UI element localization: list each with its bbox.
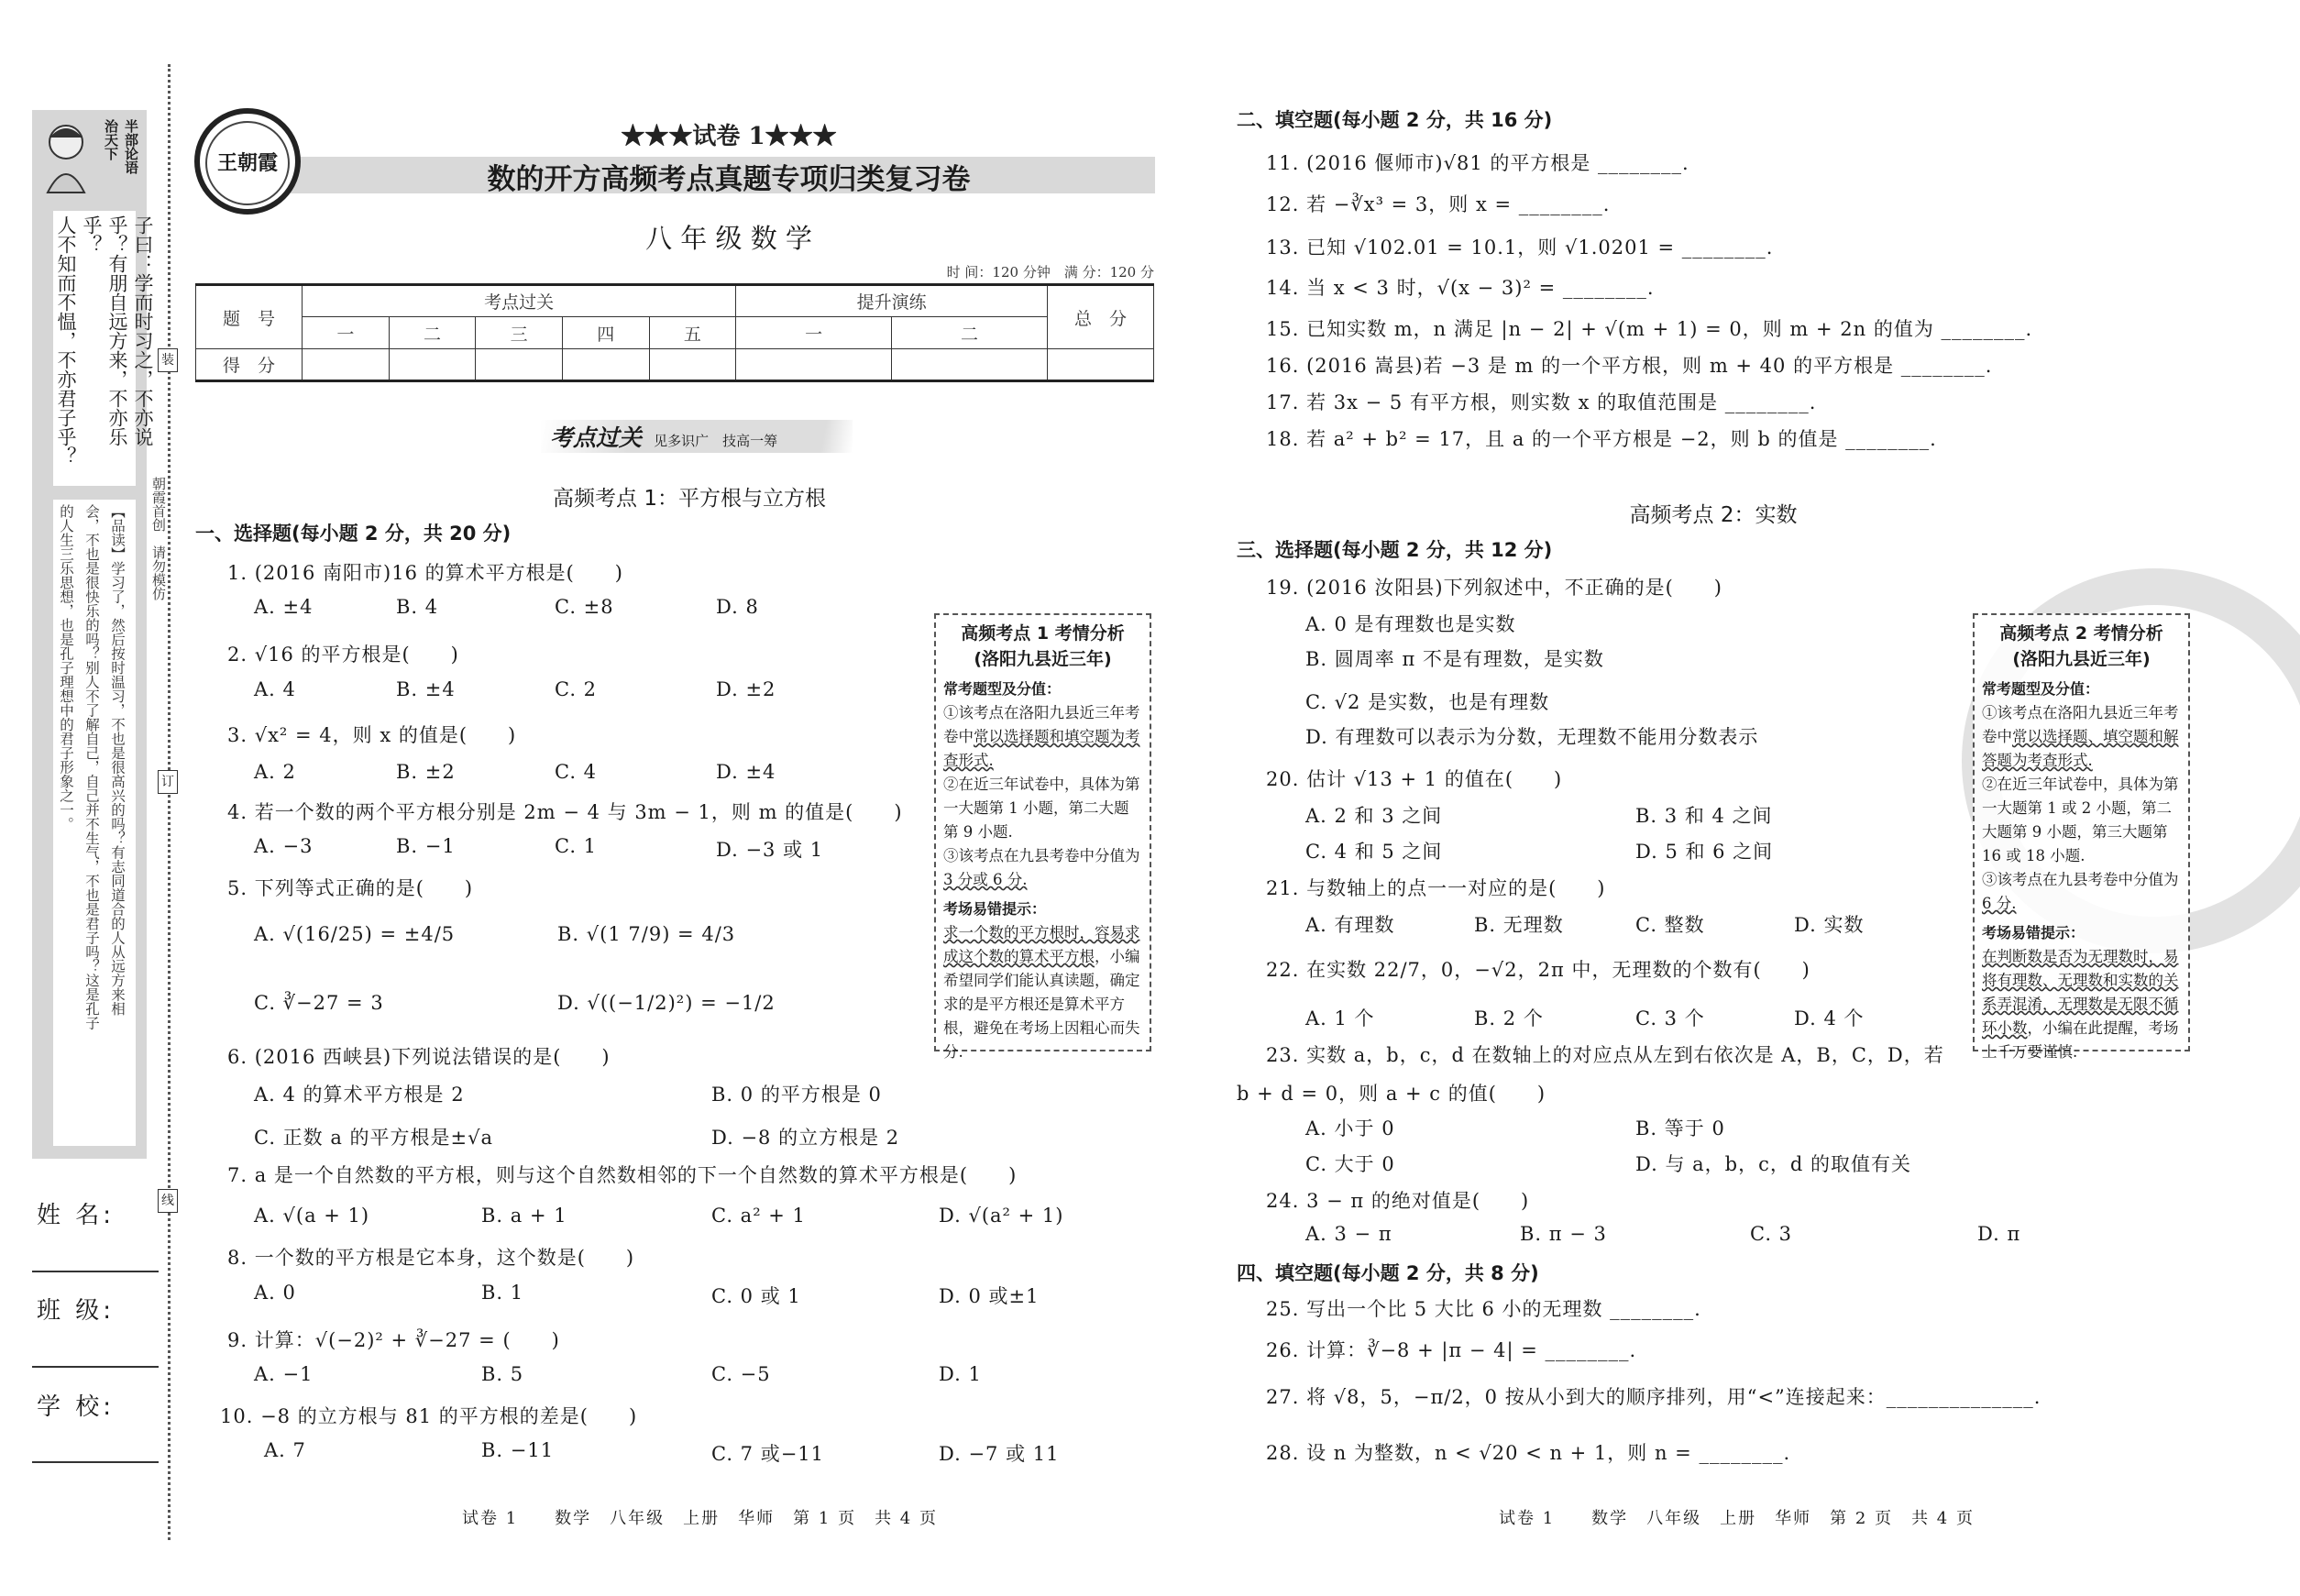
group-header: 提升演练 [736, 285, 1048, 317]
answer-option: C. 整数 [1635, 914, 1705, 936]
answer-option: A. −3 [254, 835, 314, 857]
section-heading: 一、选择题(每小题 2 分，共 20 分) [195, 523, 512, 545]
section-heading: 四、填空题(每小题 2 分，共 8 分) [1237, 1262, 1539, 1284]
answer-option: D. −3 或 1 [716, 839, 824, 861]
question-text: 26. 计算：∛−8 + |π − 4| = ________. [1266, 1339, 1637, 1361]
question-text: 8. 一个数的平方根是它本身，这个数是( ) [227, 1247, 635, 1269]
answer-option: D. √(a² + 1) [939, 1205, 1064, 1227]
col-label: 五 [649, 317, 736, 349]
answer-option: B. ±4 [396, 678, 456, 700]
answer-option: C. 3 个 [1635, 1007, 1705, 1029]
answer-option: B. 3 和 4 之间 [1635, 805, 1773, 827]
copyright-note: 朝霞首创 请勿模仿 [150, 477, 167, 600]
answer-option: A. 小于 0 [1305, 1117, 1395, 1139]
answer-option: D. π [1977, 1223, 2021, 1245]
answer-option: A. 0 是有理数也是实数 [1305, 613, 1516, 635]
page-footer: 试卷 1 数学 八年级 上册 华师 第 1 页 共 4 页 [462, 1509, 938, 1528]
question-text: 4. 若一个数的两个平方根分别是 2m − 4 与 3m − 1，则 m 的值是( ) [227, 801, 903, 823]
answer-option: C. 4 和 5 之间 [1305, 841, 1443, 863]
answer-option: A. 2 和 3 之间 [1305, 805, 1443, 827]
col-label: 二 [892, 317, 1048, 349]
answer-option: D. ±4 [716, 761, 776, 783]
answer-option: A. 0 [254, 1282, 296, 1304]
paper-title: 数的开方高频考点真题专项归类复习卷 [487, 163, 971, 196]
answer-option: A. 有理数 [1305, 914, 1395, 936]
question-text: 3. √x² = 4，则 x 的值是( ) [227, 724, 517, 746]
answer-option: A. 1 个 [1305, 1007, 1375, 1029]
question-text: 12. 若 −∛x³ = 3，则 x = ________. [1266, 193, 1611, 215]
question-text: 27. 将 √8，5，−π/2，0 按从小到大的顺序排列，用“<”连接起来：______________. [1266, 1386, 2041, 1408]
col-label: 二 [389, 317, 476, 349]
section-heading: 二、填空题(每小题 2 分，共 16 分) [1237, 109, 1553, 131]
score-cell[interactable] [389, 349, 476, 381]
binding-mark: 装 [158, 348, 178, 372]
score-table [195, 283, 1154, 382]
answer-option: D. 有理数可以表示为分数，无理数不能用分数表示 [1305, 726, 1759, 748]
answer-option: C. 7 或−11 [711, 1443, 825, 1465]
answer-option: A. ±4 [254, 596, 314, 618]
section-banner [541, 420, 853, 453]
answer-option: C. 正数 a 的平方根是±√a [254, 1127, 494, 1149]
confucius-illustration [39, 119, 94, 197]
total-header: 总 分 [1048, 285, 1154, 349]
answer-option: D. 1 [939, 1363, 982, 1385]
answer-option: B. 无理数 [1474, 914, 1564, 936]
score-cell[interactable] [736, 349, 892, 381]
school-field[interactable] [32, 1461, 159, 1463]
answer-option: B. π − 3 [1520, 1223, 1607, 1245]
answer-option: C. 1 [555, 835, 598, 857]
answer-option: C. 0 或 1 [711, 1285, 801, 1307]
brand-logo: 王朝霞 [194, 108, 301, 215]
answer-option: D. √((−1/2)²) = −1/2 [557, 992, 776, 1014]
question-text: 18. 若 a² + b² = 17，且 a 的一个平方根是 −2，则 b 的值是 ________. [1266, 428, 1937, 450]
col-label: 一 [736, 317, 892, 349]
answer-option: A. 7 [264, 1439, 306, 1461]
question-text: 11. (2016 偃师市)√81 的平方根是 ________. [1266, 152, 1689, 174]
answer-option: C. 3 [1750, 1223, 1793, 1245]
score-cell[interactable] [562, 349, 649, 381]
answer-option: A. √(16/25) = ±4/5 [254, 923, 456, 945]
question-text: 22. 在实数 22/7，0，−√2，2π 中，无理数的个数有( ) [1266, 959, 1810, 981]
answer-option: C. a² + 1 [711, 1205, 806, 1227]
question-text: 6. (2016 西峡县)下列说法错误的是( ) [227, 1046, 611, 1068]
binding-mark: 订 [158, 770, 178, 794]
question-text: 13. 已知 √102.01 = 10.1，则 √1.0201 = ________. [1266, 237, 1774, 259]
answer-option: C. √2 是实数，也是有理数 [1305, 691, 1550, 713]
score-cell[interactable] [476, 349, 563, 381]
col-header: 题 号 [196, 285, 303, 349]
question-text: 15. 已知实数 m，n 满足 |n − 2| + √(m + 1) = 0，则 m + 2n 的值为 ________. [1266, 318, 2033, 340]
binding-line [168, 64, 171, 1540]
answer-option: D. 4 个 [1794, 1007, 1865, 1029]
name-label: 姓 名: [37, 1202, 116, 1229]
question-text: 24. 3 − π 的绝对值是( ) [1266, 1190, 1530, 1212]
answer-option: B. 5 [481, 1363, 524, 1385]
question-text: 23. 实数 a，b，c，d 在数轴上的对应点从左到右依次是 A，B，C，D，若 [1266, 1044, 1944, 1066]
question-text: 1. (2016 南阳市)16 的算术平方根是( ) [227, 562, 623, 584]
page-footer: 试卷 1 数学 八年级 上册 华师 第 2 页 共 4 页 [1499, 1509, 1975, 1528]
answer-option: A. 4 的算术平方根是 2 [254, 1084, 465, 1106]
group-header: 考点过关 [303, 285, 736, 317]
row-label: 得 分 [196, 349, 303, 381]
question-text: 20. 估计 √13 + 1 的值在( ) [1266, 768, 1563, 790]
answer-option: D. 实数 [1794, 914, 1865, 936]
answer-option: B. ±2 [396, 761, 456, 783]
analysis-box-2: 高频考点 2 考情分析 (洛阳九县近三年) 常考题型及分值： ①该考点在洛阳九县近三年考卷中常以选择题、填空题和解答题为考查形式. ②在近三年试卷中，具体为第一大题第 1 或 2 小题，第二大题第 9 小题，第三大题第 16 或 18 小题. ③该考点在九县考卷中分值为 6 分. 考场易错提示： 在判断数是否为无理数时，易将有理数、无理数和实数的关系弄混淆，无理数是无限不循环小数，小编在此提醒，考场上千万要谨慎. [1973, 613, 2190, 1051]
answer-option: A. 2 [254, 761, 296, 783]
paper-number: ★★★试卷 1★★★ [621, 123, 837, 150]
topic-heading: 高频考点 2：实数 [1629, 503, 1798, 527]
answer-option: A. 3 − π [1305, 1223, 1392, 1245]
answer-option: A. √(a + 1) [254, 1205, 370, 1227]
analysis-box-1: 高频考点 1 考情分析 (洛阳九县近三年) 常考题型及分值： ①该考点在洛阳九县近三年考卷中常以选择题和填空题为考查形式. ②在近三年试卷中，具体为第一大题第 1 小题，第二大题第 9 小题. ③该考点在九县考卷中分值为 3 分或 6 分. 考场易错提示： 求一个数的平方根时，容易求成这个数的算术平方根，小编希望同学们能认真读题，确定求的是平方根还是算术平方根，避免在考场上因粗心而失分. [934, 613, 1151, 1051]
answer-option: D. −7 或 11 [939, 1443, 1060, 1465]
col-label: 四 [562, 317, 649, 349]
answer-option: B. √(1 7/9) = 4/3 [557, 923, 736, 945]
answer-option: C. −5 [711, 1363, 771, 1385]
binding-mark: 线 [158, 1189, 178, 1213]
score-cell[interactable] [649, 349, 736, 381]
answer-option: C. ±8 [555, 596, 614, 618]
question-text: 21. 与数轴上的点一一对应的是( ) [1266, 877, 1606, 899]
answer-option: C. 4 [555, 761, 598, 783]
answer-option: B. −1 [396, 835, 456, 857]
name-field[interactable] [32, 1271, 159, 1272]
answer-option: B. −11 [481, 1439, 555, 1461]
answer-option: B. 等于 0 [1635, 1117, 1725, 1139]
banner-slogan: 见多识广 技高一筹 [654, 433, 778, 449]
answer-option: D. −8 的立方根是 2 [711, 1127, 900, 1149]
answer-option: B. 2 个 [1474, 1007, 1544, 1029]
answer-option: D. 0 或±1 [939, 1285, 1040, 1307]
answer-option: B. 1 [481, 1282, 524, 1304]
answer-option: C. ∛−27 = 3 [254, 992, 384, 1014]
answer-option: B. 4 [396, 596, 439, 618]
score-cell[interactable] [892, 349, 1048, 381]
answer-option: C. 2 [555, 678, 598, 700]
answer-option: C. 大于 0 [1305, 1153, 1395, 1175]
analects-commentary: 【品读】学习了，然后按时温习，不也是很高兴的吗？有志同道合的人从远方来相 会，不也是很快乐的吗？别人不了解自己，自己并不生气，不也是君子吗？这是孔子 的人生三乐思想，也是孔子理想中的君子形象之一。 [53, 500, 136, 1146]
question-text: 25. 写出一个比 5 大比 6 小的无理数 ________. [1266, 1298, 1701, 1320]
question-text: 17. 若 3x − 5 有平方根，则实数 x 的取值范围是 ________. [1266, 391, 1817, 413]
answer-option: D. 与 a，b，c，d 的取值有关 [1635, 1153, 1911, 1175]
answer-option: D. ±2 [716, 678, 776, 700]
question-text: 14. 当 x < 3 时，√(x − 3)² = ________. [1266, 277, 1655, 299]
section-heading: 三、选择题(每小题 2 分，共 12 分) [1237, 539, 1553, 561]
col-label: 一 [303, 317, 390, 349]
answer-option: B. 0 的平方根是 0 [711, 1084, 882, 1106]
answer-option: B. a + 1 [481, 1205, 567, 1227]
time-info: 时 间：120 分钟 满 分：120 分 [946, 264, 1154, 281]
school-label: 学 校: [37, 1393, 116, 1421]
class-label: 班 级: [37, 1297, 116, 1325]
answer-option: A. 4 [254, 678, 296, 700]
question-text: b + d = 0，则 a + c 的值( ) [1237, 1083, 1546, 1105]
question-text: 10. −8 的立方根与 81 的平方根的差是( ) [220, 1405, 638, 1427]
col-label: 三 [476, 317, 563, 349]
score-cell[interactable] [303, 349, 390, 381]
topic-heading: 高频考点 1：平方根与立方根 [553, 487, 826, 511]
score-cell[interactable] [1048, 349, 1154, 381]
banner-title: 考点过关 [550, 424, 643, 451]
question-text: 28. 设 n 为整数，n < √20 < n + 1，则 n = ________. [1266, 1442, 1791, 1464]
sidebar-badge: 半部论语 治天下 [103, 119, 139, 174]
grade-subject: 八 年 级 数 学 [645, 223, 812, 254]
question-text: 19. (2016 汝阳县)下列叙述中，不正确的是( ) [1266, 577, 1722, 599]
question-text: 5. 下列等式正确的是( ) [227, 877, 474, 899]
question-text: 16. (2016 嵩县)若 −3 是 m 的一个平方根，则 m + 40 的平方根是 ________. [1266, 355, 1993, 377]
class-field[interactable] [32, 1366, 159, 1368]
answer-option: B. 圆周率 π 不是有理数，是实数 [1305, 648, 1604, 670]
analects-quote: 子曰：学而时习之，不亦说 乎？有朋自远方来，不亦乐乎？ 人不知而不愠，不亦君子乎？ [53, 211, 136, 486]
question-text: 9. 计算：√(−2)² + ∛−27 = ( ) [227, 1329, 560, 1351]
answer-option: D. 5 和 6 之间 [1635, 841, 1774, 863]
question-text: 2. √16 的平方根是( ) [227, 644, 459, 666]
question-text: 7. a 是一个自然数的平方根，则与这个自然数相邻的下一个自然数的算术平方根是( ) [227, 1164, 1018, 1186]
answer-option: A. −1 [254, 1363, 314, 1385]
answer-option: D. 8 [716, 596, 759, 618]
